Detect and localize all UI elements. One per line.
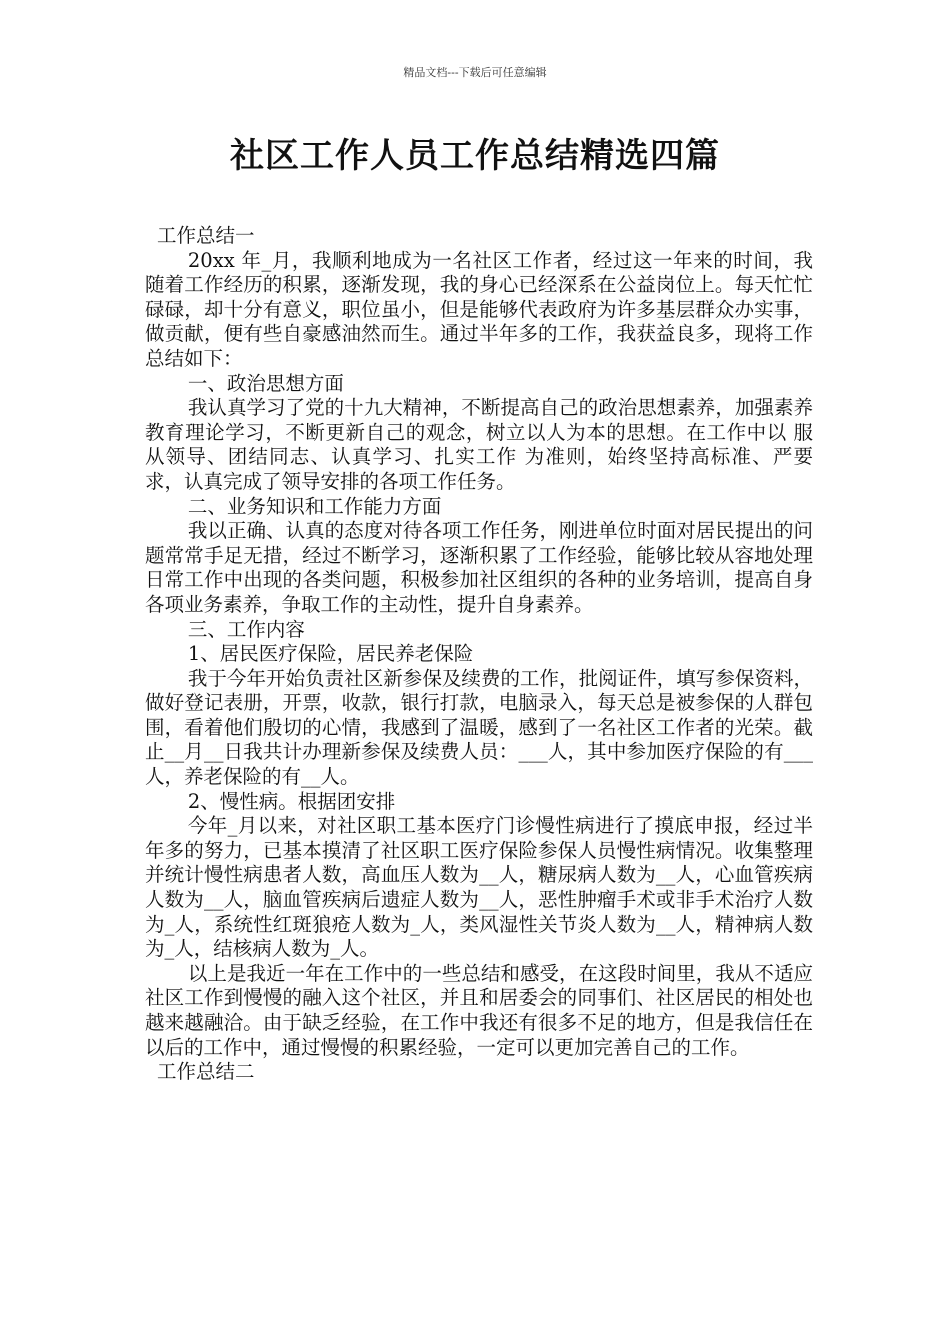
paragraph-intro: 20xx 年_月，我顺利地成为一名社区工作者，经过这一年来的时间，我随着工作经历的积累，逐渐发现，我的身心已经深系在公益岗位上。每天忙忙碌碌，却十分有意义，职位虽小，但是能够代表政府为许多基层群众办实事，做贡献，便有些自豪感油然而生。通过半年多的工作，我获益良多，现将工作总结如下： <box>145 248 813 370</box>
paragraph-conclusion: 以上是我近一年在工作中的一些总结和感受，在这段时间里，我从不适应社区工作到慢慢的融入这个社区，并且和居委会的同事们、社区居民的相处也越来越融洽。由于缺乏经验，在工作中我还有很多不足的地方，但是我信任在以后的工作中，通过慢慢的积累经验，一定可以更加完善自己的工作。 <box>145 961 813 1059</box>
heading-skills: 二、业务知识和工作能力方面 <box>187 494 442 518</box>
document-body <box>145 224 813 1085</box>
section-label-2: 工作总结二 <box>157 1060 255 1084</box>
paragraph-politics: 我认真学习了党的十九大精神，不断提高自己的政治思想素养，加强素养教育理论学习，不断更新自己的观念，树立以人为本的思想。在工作中以 服从领导、团结同志、认真学习、扎实工作 为准则，始终坚持高标准、严要求，认真完成了领导安排的各项工作任务。 <box>145 396 813 493</box>
subheading-chronic-disease: 2、慢性病。根据团安排 <box>187 789 396 813</box>
section-label-1: 工作总结一 <box>157 224 255 247</box>
paragraph-chronic-disease: 今年_月以来，对社区职工基本医疗门诊慢性病进行了摸底申报，经过半年多的努力，已基本摸清了社区职工医疗保险参保人员慢性病情况。收集整理并统计慢性病患者人数，高血压人数为__人，糖尿病人数为__人，心血管疾病人数为__人，脑血管疾病后遗症人数为__人，恶性肿瘤手术或非手术治疗人数为_人，系统性红斑狼疮人数为_人，类风湿性关节炎人数为__人，精神病人数为_人，结核病人数为_人。 <box>145 814 813 961</box>
document-title: 社区工作人员工作总结精选四篇 <box>230 136 720 176</box>
page-header: 精品文档---下载后可任意编辑 <box>403 66 547 79</box>
heading-work-content: 三、工作内容 <box>187 617 305 641</box>
paragraph-insurance: 我于今年开始负责社区新参保及续费的工作，批阅证件，填写参保资料，做好登记表册，开票，收款，银行打款，电脑录入，每天总是被参保的人群包围，看着他们殷切的心情，我感到了温暖，感到了一名社区工作者的光荣。截止__月__日我共计办理新参保及续费人员：___人，其中参加医疗保险的有___人，养老保险的有__人。 <box>145 666 813 789</box>
paragraph-skills: 我以正确、认真的态度对待各项工作任务，刚进单位时面对居民提出的问题常常手足无措，经过不断学习，逐渐积累了工作经验，能够比较从容地处理日常工作中出现的各类问题，积极参加社区组织的各种的业务培训，提高自身各项业务素养，争取工作的主动性，提升自身素养。 <box>145 519 813 616</box>
heading-politics: 一、政治思想方面 <box>187 371 344 395</box>
subheading-insurance: 1、居民医疗保险，居民养老保险 <box>187 642 474 666</box>
